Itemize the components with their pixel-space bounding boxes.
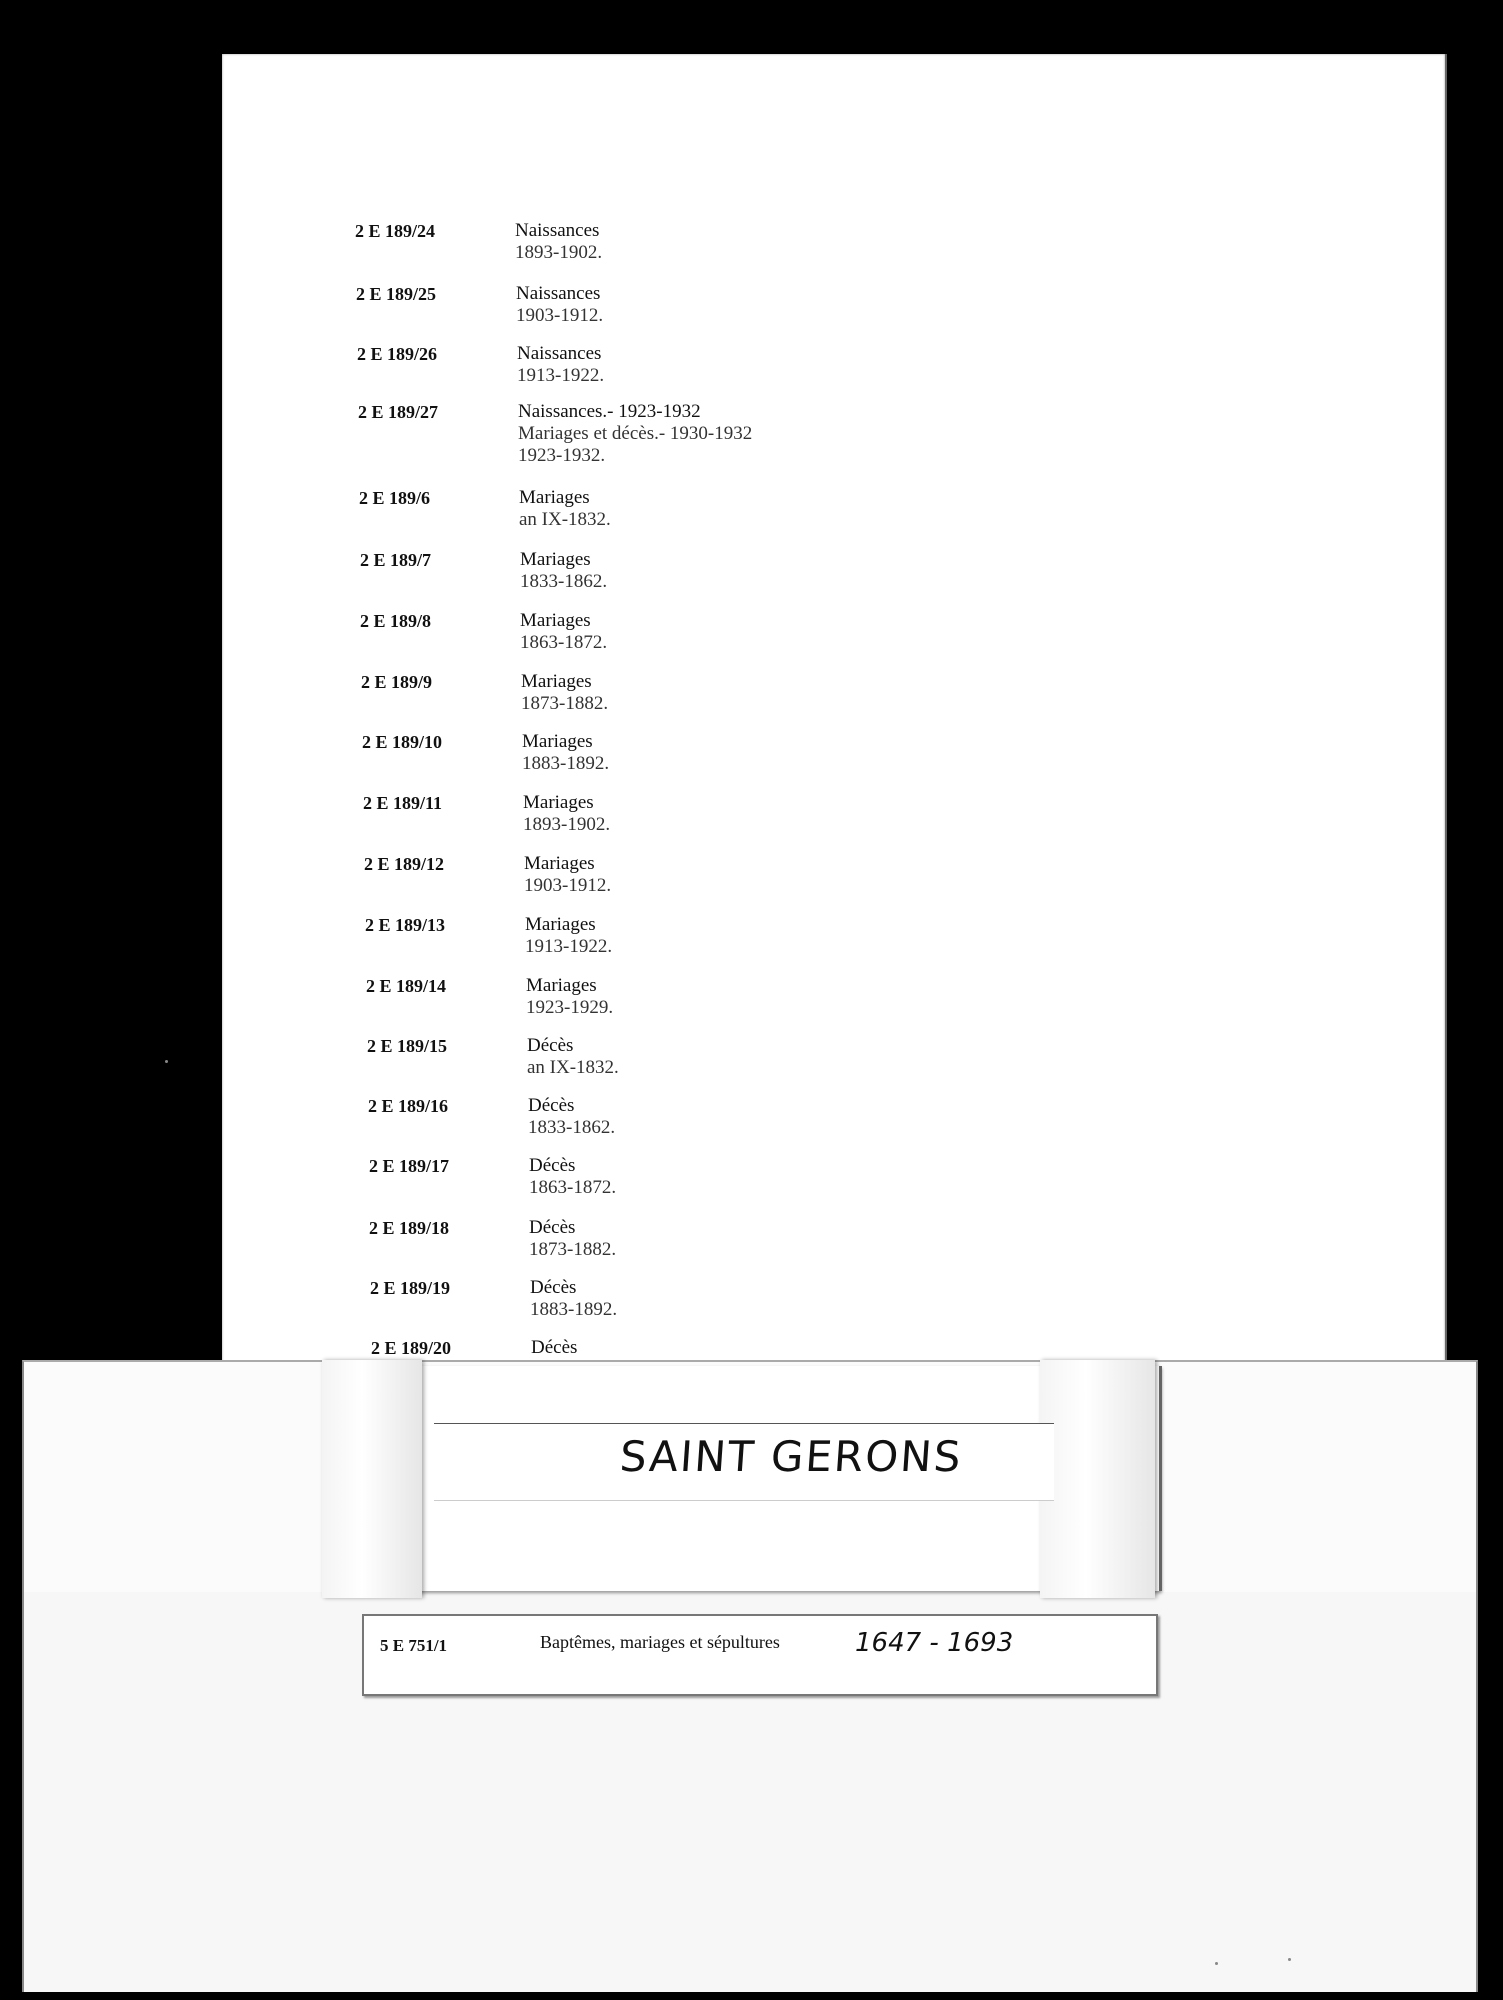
entry-reference: 2 E 189/26 (357, 344, 438, 364)
catalog-reference: 5 E 751/1 (380, 1636, 448, 1655)
entry-reference: 2 E 189/10 (362, 732, 443, 752)
right-fold-tab (1040, 1360, 1155, 1598)
entry-reference: 2 E 189/27 (358, 402, 439, 422)
entry-line: 1863-1872. (529, 1177, 617, 1198)
entry-description (520, 549, 607, 593)
entry-description (518, 401, 752, 467)
entry-line: 1903-1912. (516, 305, 604, 326)
catalog-dates: 1647 - 1693 (855, 1628, 1014, 1658)
entry-line: 1863-1872. (520, 632, 608, 653)
entry-line: Décès (531, 1337, 578, 1358)
catalog-label-box (362, 1614, 1158, 1696)
entry-description (527, 1035, 619, 1079)
entry-line: Mariages (521, 671, 592, 692)
entry-description (523, 792, 610, 836)
entry-description (522, 731, 609, 775)
entry-description (528, 1095, 615, 1139)
entry-line: Décès (530, 1277, 577, 1298)
entry-reference: 2 E 189/16 (368, 1096, 449, 1116)
entry-reference: 2 E 189/17 (369, 1156, 450, 1176)
entry-reference: 2 E 189/25 (356, 284, 437, 304)
register-page (222, 54, 1447, 1376)
entry-line: Naissances.- 1923-1932 (518, 401, 701, 422)
entry-line: Décès (529, 1155, 576, 1176)
entry-reference: 2 E 189/7 (360, 550, 432, 570)
entry-reference: 2 E 189/6 (359, 488, 431, 508)
entry-line: Mariages et décès.- 1930-1932 (518, 423, 753, 444)
entry-description (529, 1155, 616, 1199)
entry-description (515, 220, 602, 264)
entry-line: Mariages (523, 792, 594, 813)
left-fold-tab (322, 1360, 422, 1598)
entry-description (524, 853, 611, 897)
entry-line: Mariages (520, 610, 591, 631)
entry-reference: 2 E 189/8 (360, 611, 432, 631)
entry-line: Mariages (522, 731, 593, 752)
entry-line: 1873-1882. (529, 1239, 617, 1260)
entry-line: 1903-1912. (524, 875, 612, 896)
catalog-description: Baptêmes, mariages et sépultures (540, 1632, 780, 1652)
entry-line: 1883-1892. (522, 753, 610, 774)
entry-reference: 2 E 189/24 (355, 221, 436, 241)
entry-reference: 2 E 189/13 (365, 915, 446, 935)
entry-description (526, 975, 613, 1019)
entry-line: 1923-1929. (526, 997, 614, 1018)
entry-reference: 2 E 189/19 (370, 1278, 451, 1298)
entry-line: Naissances (517, 343, 602, 364)
entry-reference: 2 E 189/18 (369, 1218, 450, 1238)
entry-description (531, 1337, 577, 1359)
entry-line: Mariages (519, 487, 590, 508)
entry-line: Mariages (525, 914, 596, 935)
entry-reference: 2 E 189/20 (371, 1338, 452, 1358)
entry-line: 1913-1922. (517, 365, 605, 386)
commune-label: SAINT GERONS (618, 1432, 965, 1481)
entry-line: 1833-1862. (528, 1117, 616, 1138)
entry-reference: 2 E 189/15 (367, 1036, 448, 1056)
entry-reference: 2 E 189/14 (366, 976, 447, 996)
entry-line: 1893-1902. (523, 814, 611, 835)
entry-description (517, 343, 604, 387)
entry-line: Décès (529, 1217, 576, 1238)
entry-line: Décès (527, 1035, 574, 1056)
entry-line: 1883-1892. (530, 1299, 618, 1320)
entry-line: 1913-1922. (525, 936, 613, 957)
entry-description (530, 1277, 617, 1321)
dust-speck (1288, 1958, 1291, 1961)
dust-speck (1215, 1962, 1218, 1965)
entry-line: 1873-1882. (521, 693, 609, 714)
entry-line: Mariages (526, 975, 597, 996)
entry-line: 1833-1862. (520, 571, 608, 592)
entry-description (516, 283, 603, 327)
entry-line: 1923-1932. (518, 445, 606, 466)
dust-speck (165, 1060, 168, 1063)
entry-line: an IX-1832. (519, 509, 611, 530)
entry-reference: 2 E 189/12 (364, 854, 445, 874)
entry-line: an IX-1832. (527, 1057, 619, 1078)
entry-line: Mariages (520, 549, 591, 570)
entry-line: Mariages (524, 853, 595, 874)
entry-reference: 2 E 189/11 (363, 793, 443, 813)
entry-line: Naissances (515, 220, 600, 241)
entry-line: 1893-1902. (515, 242, 603, 263)
entry-reference: 2 E 189/9 (361, 672, 433, 692)
entry-line: Naissances (516, 283, 601, 304)
entry-description (529, 1217, 616, 1261)
entry-description (521, 671, 608, 715)
entry-line: Décès (528, 1095, 575, 1116)
entry-description (519, 487, 611, 531)
entry-description (520, 610, 607, 654)
entry-description (525, 914, 612, 958)
